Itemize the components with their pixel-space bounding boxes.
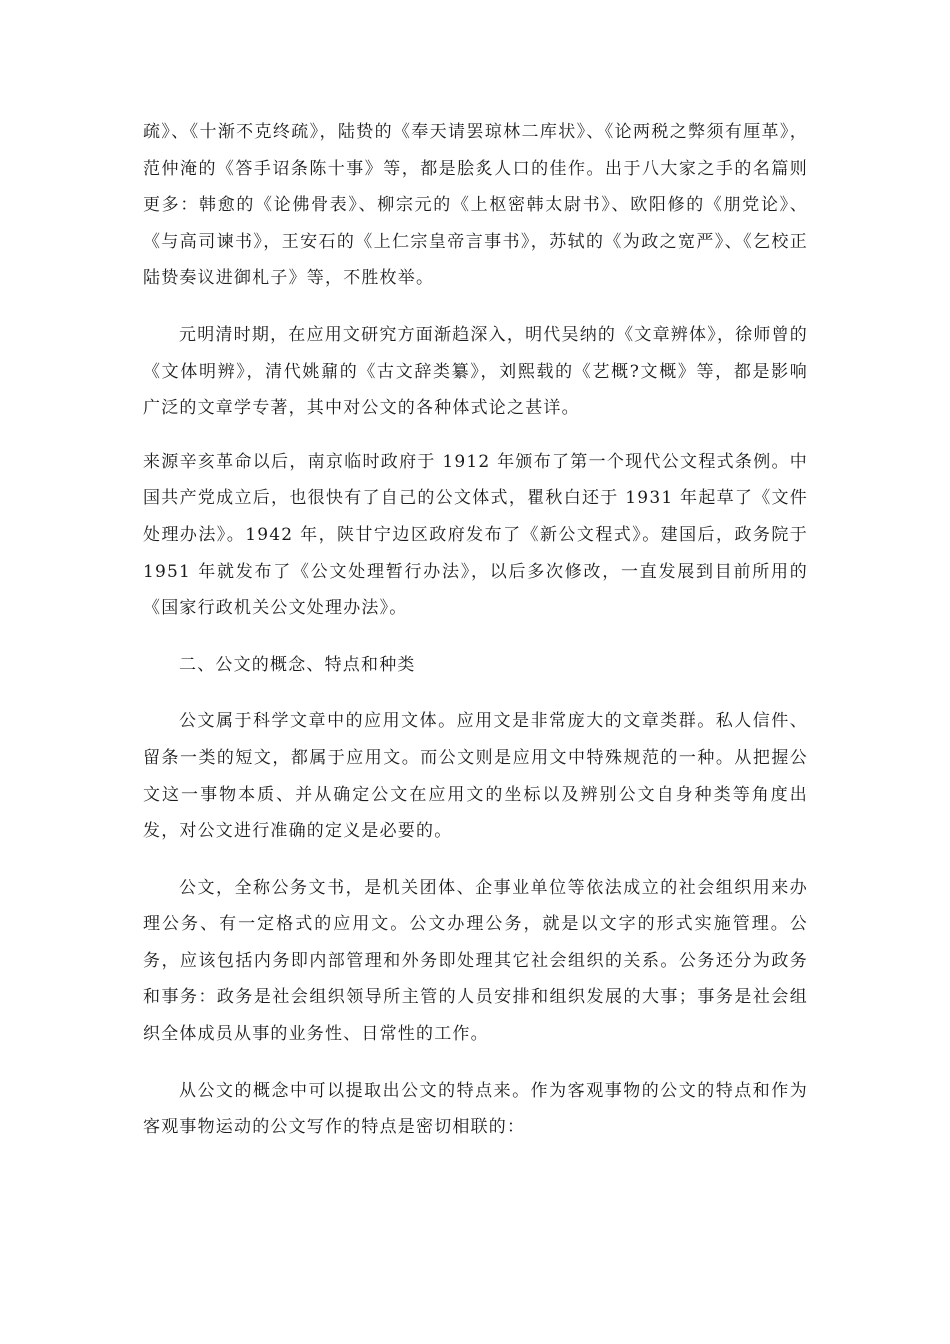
paragraph-applied-writing: 公文属于科学文章中的应用文体。应用文是非常庞大的文章类群。私人信件、留条一类的短文，都属于应用文。而公文则是应用文中特殊规范的一种。从把握公文这一事物本质、并从确定公文在应用文的坐标以及辨别公文自身种类等角度出发，对公文进行准确的定义是必要的。 [143,711,808,842]
paragraph-definition: 公文，全称公务文书，是机关团体、企事业单位等依法成立的社会组织用来办理公务、有一定格式的应用文。公文办理公务，就是以文字的形式实施管理。公务，应该包括内务即内部管理和外务即处理其它社会组织的关系。公务还分为政务和事务：政务是社会组织领导所主管的人员安排和组织发展的大事；事务是社会组织全体成员从事的业务性、日常性的工作。 [143,877,808,1045]
document-body [143,114,808,1146]
paragraph-famous-memorials: 疏》、《十渐不克终疏》，陆贽的《奉天请罢琼林二库状》、《论两税之弊须有厘革》，范仲淹的《答手诏条陈十事》等，都是脍炙人口的佳作。出于八大家之手的名篇则更多：韩愈的《论佛骨表》、柳宗元的《上枢密韩太尉书》、欧阳修的《朋党论》、《与高司谏书》，王安石的《上仁宗皇帝言事书》，苏轼的《为政之宽严》、《乞校正陆贽奏议进御札子》等，不胜枚举。 [143,122,808,289]
paragraph-yuan-ming-qing: 元明清时期，在应用文研究方面渐趋深入，明代吴纳的《文章辨体》，徐师曾的《文体明辨》，清代姚鼐的《古文辞类纂》，刘熙载的《艺概?文概》等，都是影响广泛的文章学专著，其中对公文的各种体式论之甚详。 [143,324,808,419]
section-heading: 二、公文的概念、特点和种类 [179,654,416,675]
paragraph-characteristics: 从公文的概念中可以提取出公文的特点来。作为客观事物的公文的特点和作为客观事物运动的公文写作的特点是密切相联的： [143,1080,808,1138]
paragraph-modern-history: 来源辛亥革命以后，南京临时政府于 1912 年颁布了第一个现代公文程式条例。中国共产党成立后，也很快有了自己的公文体式，瞿秋白还于 1931 年起草了《文件处理办法》。1942 年，陕甘宁边区政府发布了《新公文程式》。建国后，政务院于 1951 年就发布了《公文处理暂行办法》，以后多次修改，一直发展到目前所用的《国家行政机关公文处理办法》。 [143,451,808,619]
